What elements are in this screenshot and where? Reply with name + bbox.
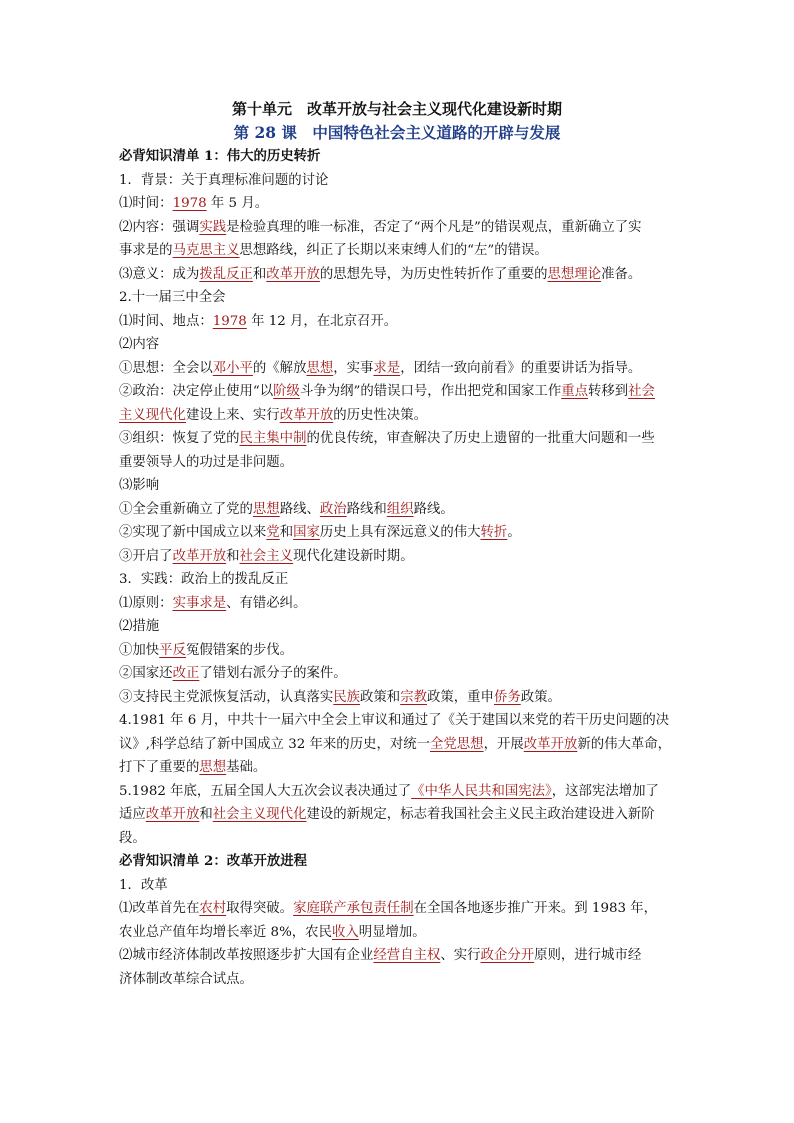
underlined-keyword: 经营自主权 [373,948,441,963]
underlined-keyword: 国家 [293,525,320,540]
text-segment: 和 [279,525,294,540]
underlined-keyword: 社会 [628,384,655,399]
section-heading [119,145,681,169]
text-line [119,921,681,945]
underlined-keyword: 收入 [331,924,359,940]
text-segment: 明显增加。 [358,924,426,940]
text-segment: 必背知识清单 2：改革开放进程 [119,853,308,869]
text-segment: 冤假错案的步伐。 [185,642,294,658]
text-line [119,404,681,428]
text-segment: 是检验真理的唯一标准，否定了“两个凡是”的错误观点，重新确立了实 [226,219,642,235]
text-line [119,169,681,193]
text-segment: 济体制改革综合试点。 [119,971,253,987]
text-segment: 和 [252,266,267,282]
text-segment: 、实行 [440,948,481,963]
text-line [119,639,681,663]
text-segment: 路线、 [279,501,320,517]
text-line [119,874,681,898]
text-segment: 农业总产值年均增长率近 8%，农民 [119,924,332,940]
text-segment: 的思想先导，为历史性转折作了重要的 [319,266,548,282]
text-line [119,286,681,310]
text-segment: 新的伟大革命， [577,736,672,752]
text-segment: ，这部宪法增加了 [551,783,659,799]
text-segment: 事求是的 [119,243,173,258]
underlined-keyword: 政企分开 [480,948,535,963]
text-line [119,333,681,357]
section-heading [119,850,681,874]
underlined-keyword: 民主集中制 [239,431,307,446]
text-segment: ⑶意义：成为 [119,266,200,282]
underlined-keyword: 农村 [199,901,227,916]
document-body [119,145,681,991]
underlined-keyword: 1978 [172,196,207,211]
text-line [119,827,681,851]
underlined-keyword: 家庭联产承包责任制 [293,901,414,916]
text-segment: 打下了重要的 [119,760,200,775]
text-line [119,944,681,968]
text-segment: ②政治：决定停止使用“以 [119,384,274,399]
text-segment: ⑴原则： [119,595,173,611]
underlined-keyword: 求是 [373,360,401,376]
text-segment: 段。 [119,830,146,846]
text-segment: ①思想：全会以 [119,360,213,376]
text-segment: ③组织：恢复了党的 [119,431,240,446]
underlined-keyword: 组织 [386,501,414,517]
text-line [119,615,681,639]
text-line [119,780,681,804]
underlined-keyword: 《中华人民共和国宪法》 [411,783,552,799]
text-segment: 的历史性决策。 [333,407,427,423]
text-segment: 和 [199,807,213,822]
text-segment: 取得突破。 [226,901,294,916]
text-segment: 年 5 月。 [206,196,269,211]
text-line [119,568,681,592]
underlined-keyword: 主义现代化 [119,407,186,423]
text-segment: 的《解放 [252,360,307,376]
underlined-keyword: 侨务 [493,689,521,705]
underlined-keyword: 民族 [333,689,361,705]
underlined-keyword: 改革开放 [523,736,578,752]
underlined-keyword: 思想理论 [547,266,602,282]
underlined-keyword: 改正 [172,666,200,681]
text-segment: 斗争为纲”的错误口号，作出把党和国家工作 [299,384,562,399]
text-segment: ②实现了新中国成立以来 [119,525,267,540]
text-segment: 路线。 [413,501,454,517]
underlined-keyword: 重点 [561,384,588,399]
underlined-keyword: 改革开放 [145,807,200,822]
underlined-keyword: 实践 [199,219,227,235]
underlined-keyword: 阶级 [273,384,300,399]
text-segment: 、有错必纠。 [226,595,307,611]
underlined-keyword: 宗教 [400,689,427,705]
text-segment: 政策。 [520,689,561,705]
text-segment: 。 [507,525,521,540]
lesson-title: 第 28 课 中国特色社会主义道路的开辟与发展 [233,123,561,142]
text-segment: 转移到 [588,384,629,399]
underlined-keyword: 拨乱反正 [199,266,253,282]
text-line [119,427,681,451]
underlined-keyword: 思想 [306,360,334,376]
underlined-keyword: 平反 [159,642,186,658]
underlined-keyword: 社会主义现代化 [212,807,307,822]
text-line [119,498,681,522]
text-line [119,216,681,240]
text-segment: ⑵城市经济体制改革按照逐步扩大国有企业 [119,948,374,963]
text-line [119,545,681,569]
underlined-keyword: 党 [266,525,280,540]
text-segment: 基础。 [226,760,267,775]
text-line [119,474,681,498]
text-line [119,709,681,733]
text-segment: ⑵措施 [119,619,160,634]
underlined-keyword: 思想 [199,760,227,775]
text-line [119,192,681,216]
text-line [119,521,681,545]
text-segment: 的优良传统，审查解决了历史上遗留的一批重大问题和一些 [306,431,655,446]
text-segment: 适应 [119,807,146,822]
text-segment: 4.1981 年 6 月，中共十一届六中全会上审议和通过了《关于建国以来党的若干历史问题的决 [119,713,670,728]
text-segment: 议》,科学总结了新中国成立 32 年来的历史，对统一 [119,736,431,752]
text-segment: 1．改革 [119,877,168,893]
text-line [119,968,681,992]
text-segment: 路线和 [346,501,387,517]
text-segment: 1．背景：关于真理标准问题的讨论 [119,172,329,188]
text-segment: ①全会重新确立了党的 [119,501,253,517]
text-segment: ，开展 [483,736,524,752]
text-segment: ②国家还 [119,666,173,681]
text-segment: 原则，进行城市经 [534,948,642,963]
text-segment: 建设的新规定，标志着我国社会主义民主政治建设进入新阶 [306,807,655,822]
text-line [119,592,681,616]
underlined-keyword: 改革开放 [266,266,320,282]
text-line [119,380,681,404]
underlined-keyword: 改革开放 [172,548,227,564]
text-segment: 和 [226,548,240,564]
text-line [119,733,681,757]
text-segment: 5.1982 年底，五届全国人大五次会议表决通过了 [119,783,412,799]
text-segment: ③开启了 [119,548,173,564]
text-line [119,756,681,780]
text-segment: ⑴时间： [119,196,173,211]
text-segment: ①加快 [119,642,160,658]
text-segment: ，团结一致向前看》的重要讲话为指导。 [400,360,642,376]
text-segment: ⑶影响 [119,478,160,493]
text-segment: ⑴改革首先在 [119,901,200,916]
text-segment: 历史上具有深远意义的伟大 [319,525,481,540]
text-segment: 了错划右派分子的案件。 [199,666,347,681]
unit-title: 第十单元 改革开放与社会主义现代化建设新时期 [231,100,562,118]
text-line [119,662,681,686]
text-segment: ⑵内容 [119,337,160,352]
text-segment: ⑴时间、地点： [119,313,213,329]
text-line [119,686,681,710]
text-line [119,451,681,475]
text-segment: 年 12 月，在北京召开。 [246,313,398,329]
underlined-keyword: 政治 [319,501,347,517]
underlined-keyword: 转折 [480,525,508,540]
underlined-keyword: 社会主义 [239,548,294,564]
text-segment: ③支持民主党派恢复活动，认真落实 [119,689,334,705]
text-segment: 2.十一届三中全会 [119,290,226,305]
text-segment: 政策和 [360,689,401,705]
text-segment: 在全国各地逐步推广开来。到 1983 年， [413,901,658,916]
text-segment: 3．实践：政治上的拨乱反正 [119,572,289,587]
underlined-keyword: 改革开放 [279,407,334,423]
text-segment: 现代化建设新时期。 [293,548,414,564]
underlined-keyword: 全党思想 [430,736,484,752]
text-segment: 必背知识清单 1：伟大的历史转折 [119,148,321,164]
text-line [119,897,681,921]
underlined-keyword: 实事求是 [172,595,227,611]
text-line [119,239,681,263]
underlined-keyword: 邓小平 [212,360,253,376]
text-segment: 重要领导人的功过是非问题。 [119,454,294,470]
text-segment: 思想路线，纠正了长期以来束缚人们的“左”的错误。 [239,243,548,258]
text-segment: 政策，重申 [426,689,494,705]
underlined-keyword: 1978 [212,313,247,329]
text-line [119,310,681,334]
underlined-keyword: 马克思主义 [172,243,240,258]
underlined-keyword: 思想 [252,501,280,517]
text-segment: ，实事 [333,360,374,376]
text-line [119,357,681,381]
text-segment: 建设上来、实行 [185,407,280,423]
text-segment: ⑵内容：强调 [119,219,200,235]
text-segment: 准备。 [601,266,642,282]
text-line [119,263,681,287]
text-line [119,803,681,827]
